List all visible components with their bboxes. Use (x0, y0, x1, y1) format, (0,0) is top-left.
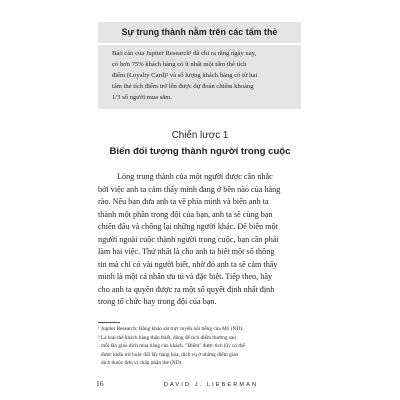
body-line: rào. Nếu bạn đưa anh ta về phía mình và biến anh ta (98, 197, 269, 207)
footnote-line: được khấu trừ hoặc đổi lấy hàng hóa, dịch vụ ở những điểm giao (101, 351, 239, 358)
body-line: thành một phần trong đội của bạn, anh ta sẽ cùng bạn (98, 209, 273, 219)
body-paragraph (98, 171, 304, 309)
footnote-line: mỗi lần giao dịch mua hàng của khách. "Điểm" được tích lũy có thể (101, 343, 245, 349)
body-line: mình là một cá nhân ưu tú và đặc biệt. Tiếp theo, hãy (98, 272, 273, 282)
body-line: cho anh ta quyền được ra một số quyết định nhất định (98, 284, 275, 294)
callout-line: 1/3 số người mua sắm. (112, 94, 172, 102)
callout-text (112, 48, 293, 103)
strategy-label: Chiến lược 1 (171, 130, 229, 141)
body-line: Lòng trung thành của một người được cân nhắc (117, 172, 273, 181)
footnote-line: ² Là loại thẻ khách hàng thân thiết, dùng để tích điểm thưởng sau (98, 334, 236, 341)
body-line: bởi việc anh ta cảm thấy mình đang ở bên nào của hàng (98, 184, 281, 194)
running-header-author: DAVID J. LIEBERMAN (163, 382, 259, 388)
callout-title: Sự trung thành nằm trên các tấm thẻ (121, 27, 278, 37)
callout-line: điểm (Loyalty Card)² và số lượng khách hàng có từ hai (112, 72, 258, 80)
callout-line: có hơn 75% khách hàng có ít nhất một tấm thẻ tích (112, 61, 247, 69)
body-line: tin mà chỉ có vài người biết, nhờ đó anh ta sẽ cảm thấy (98, 259, 278, 269)
callout-divider (98, 43, 301, 45)
body-line: người ngoài cuộc thành người trong cuộc, bạn cần phải (98, 234, 279, 244)
body-line: làm hai việc. Thứ nhất là cho anh ta biết một số thông (98, 247, 275, 257)
footnote-rule (98, 322, 120, 323)
footnote-line: ¹ Jupiter Research: Hãng khảo sát trực tuyến nổi tiếng của Mỹ (ND). (98, 326, 244, 332)
page-number: 16 (96, 379, 104, 388)
body-line: trong tổ chức hay trong đội của bạn. (98, 297, 217, 307)
footnotes (98, 325, 304, 368)
callout-line: tấm thẻ tích điểm trở lên được dự đoán chiếm khoảng (112, 83, 254, 91)
callout-line: Báo cáo của Jupiter Research¹ đã chỉ ra rằng ngày nay, (112, 50, 257, 57)
callout-box (98, 22, 301, 109)
strategy-title: Biến đối tượng thành người trong cuộc (109, 146, 291, 157)
body-line: chiến đấu và chống lại những người khác. Để biến một (98, 222, 278, 232)
footnote-line: dịch thuộc đơn vị chấp nhận thẻ (ND). (101, 360, 183, 366)
